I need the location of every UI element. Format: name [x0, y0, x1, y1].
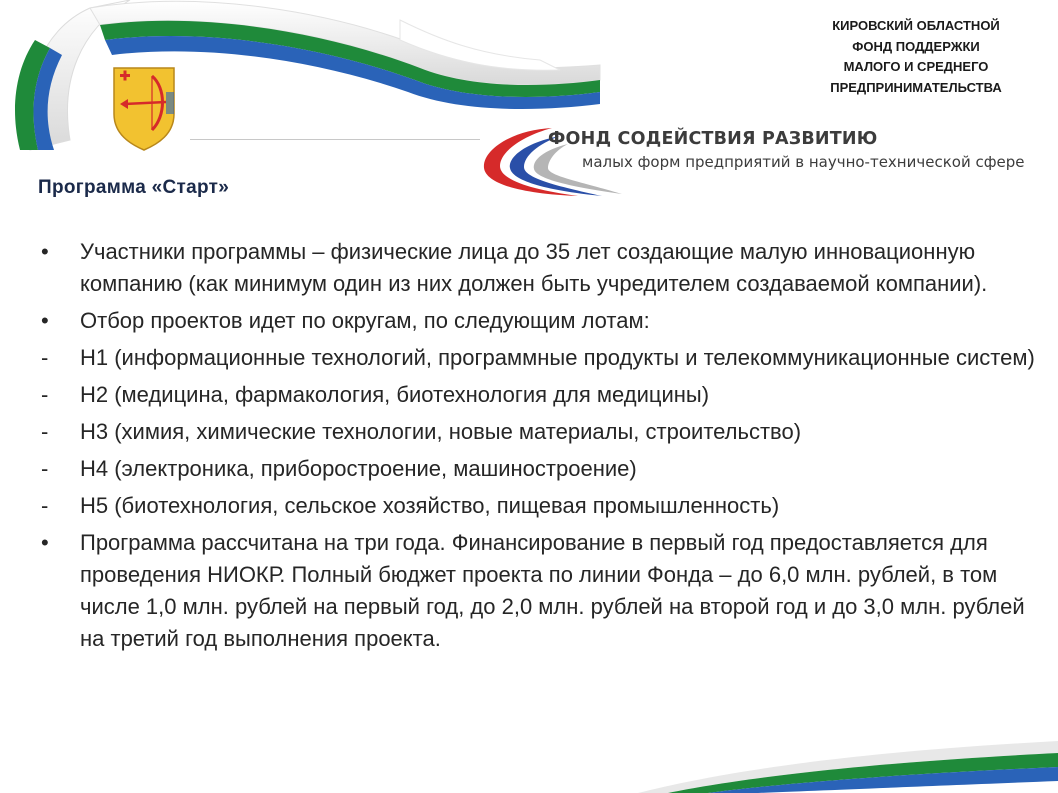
list-item-text: Н1 (информационные технологий, программные продукты и телекоммуникационные систем) [80, 345, 1035, 370]
page-title: Программа «Старт» [38, 177, 230, 198]
list-marker: - [41, 456, 49, 481]
organization-line: ПРЕДПРИНИМАТЕЛЬСТВА [830, 79, 1002, 95]
list-marker: • [41, 239, 49, 264]
list-item [38, 305, 1038, 337]
list-marker: - [41, 493, 49, 518]
list-marker: - [41, 419, 49, 444]
list-item-text: Участники программы – физические лица до 35 лет создающие малую инновационную компанию (как минимум один из них должен быть учредителем создаваемой компании). [80, 239, 988, 296]
list-item [38, 490, 1038, 522]
list-item [38, 453, 1038, 485]
organization-line: МАЛОГО И СРЕДНЕГО [843, 59, 989, 74]
list-item-text: Н5 (биотехнология, сельское хозяйство, пищевая промышленность) [80, 493, 780, 518]
fund-logo-title: ФОНД СОДЕЙСТВИЯ РАЗВИТИЮ [548, 129, 878, 149]
list-marker: • [41, 530, 49, 555]
list-item [38, 527, 1038, 655]
fund-logo [482, 120, 1058, 198]
bottom-flag-ribbon [638, 733, 1058, 793]
list-item-text: Н3 (химия, химические технологии, новые материалы, строительство) [80, 419, 802, 444]
list-item-text: Н4 (электроника, приборостроение, машиностроение) [80, 456, 637, 481]
content-list [38, 236, 1038, 660]
list-item-text: Отбор проектов идет по округам, по следующим лотам: [80, 308, 650, 333]
list-item-text: Программа рассчитана на три года. Финансирование в первый год предоставляется для проведения НИОКР. Полный бюджет проекта по линии Фонда – до 6,0 млн. рублей, в том числе 1,0 млн. рублей на первый год, до 2,0 млн. рублей на второй год и до 3,0 млн. рублей на третий год выполнения проекта. [80, 530, 1025, 651]
kirov-coat-of-arms-icon [108, 64, 180, 152]
list-marker: • [41, 308, 49, 333]
list-item-text: Н2 (медицина, фармакология, биотехнология для медицины) [80, 382, 710, 407]
list-marker: - [41, 345, 49, 370]
list-item [38, 416, 1038, 448]
list-item [38, 236, 1038, 300]
fund-logo-subtitle: малых форм предприятий в научно-технической сфере [582, 153, 1025, 171]
list-marker: - [41, 382, 49, 407]
list-item [38, 342, 1038, 374]
list-item [38, 379, 1038, 411]
header-divider [190, 139, 480, 140]
organization-line: ФОНД ПОДДЕРЖКИ [852, 38, 980, 54]
organization-name [796, 16, 1036, 98]
organization-line: КИРОВСКИЙ ОБЛАСТНОЙ [832, 18, 1000, 33]
